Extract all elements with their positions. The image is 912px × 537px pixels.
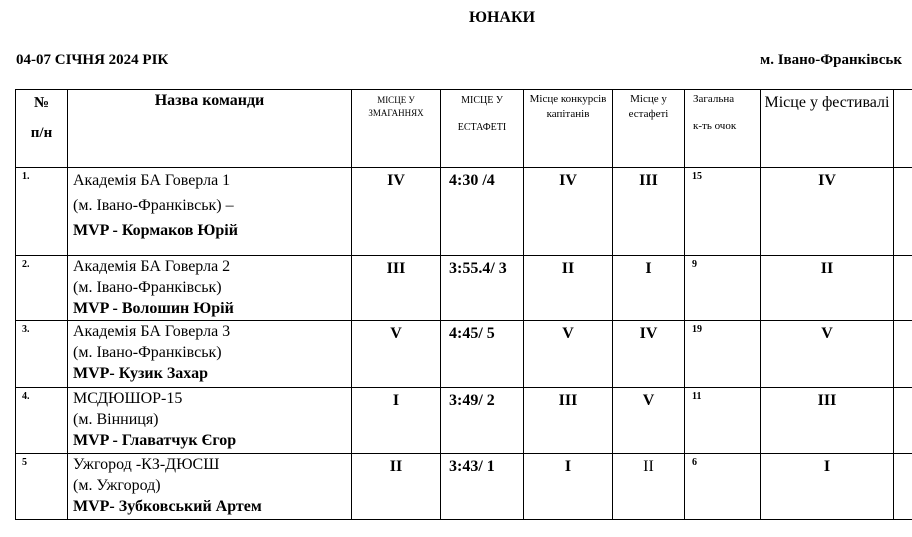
team-name: Академія БА Говерла 2: [73, 258, 231, 275]
competition-place: III: [352, 256, 441, 321]
extra-cell: [894, 321, 912, 388]
captains-place: III: [524, 388, 613, 454]
header-captains-contest: Місце конкурсів капітанів: [524, 90, 613, 168]
header-relay-place: МІСЦЕ У ЕСТАФЕТІ: [441, 90, 524, 168]
captains-place: IV: [524, 168, 613, 256]
relay-result: 3:43/ 1: [441, 454, 524, 520]
captains-place: II: [524, 256, 613, 321]
estafete-place: III: [613, 168, 685, 256]
total-points: 6: [685, 454, 761, 520]
row-number: 3.: [16, 321, 68, 388]
table-row: [16, 256, 912, 321]
total-points: 9: [685, 256, 761, 321]
estafete-place: II: [613, 454, 685, 520]
team-name: Академія БА Говерла 1: [73, 172, 231, 189]
total-points: 19: [685, 321, 761, 388]
extra-cell: [894, 388, 912, 454]
competition-place: I: [352, 388, 441, 454]
team-mvp: MVP - Кормаков Юрій: [73, 222, 238, 239]
table-row: [16, 168, 912, 256]
team-cell: [68, 256, 352, 321]
row-number: 1.: [16, 168, 68, 256]
table-row: [16, 388, 912, 454]
header-number: № п/н: [16, 90, 68, 168]
relay-result: 3:49/ 2: [441, 388, 524, 454]
results-table: [15, 89, 912, 520]
header-extra-column: [894, 90, 912, 168]
page-title: ЮНАКИ: [468, 9, 536, 26]
team-cell: [68, 388, 352, 454]
team-city: (м. Івано-Франківськ): [73, 279, 222, 296]
competition-place: II: [352, 454, 441, 520]
total-points: 15: [685, 168, 761, 256]
team-mvp: MVP - Волошин Юрій: [73, 300, 234, 317]
event-city: м. Івано-Франківськ: [760, 52, 902, 68]
team-city: (м. Івано-Франківськ) –: [73, 197, 234, 214]
festival-place: V: [761, 321, 894, 388]
header-competition-place: МІСЦЕ У ЗМАГАННЯХ: [352, 90, 441, 168]
header-estafete-place: Місце у естафеті: [613, 90, 685, 168]
team-mvp: MVP- Кузик Захар: [73, 365, 208, 382]
table-row: [16, 321, 912, 388]
header-team-name: Назва команди: [68, 90, 352, 168]
team-mvp: MVP - Главатчук Єгор: [73, 432, 237, 449]
team-cell: [68, 321, 352, 388]
team-city: (м. Івано-Франківськ): [73, 344, 222, 361]
competition-place: IV: [352, 168, 441, 256]
total-points: 11: [685, 388, 761, 454]
team-cell: [68, 454, 352, 520]
team-city: (м. Вінниця): [73, 411, 159, 428]
captains-place: V: [524, 321, 613, 388]
relay-result: 4:30 /4: [441, 168, 524, 256]
team-name: МСДЮШОР-15: [73, 390, 183, 407]
relay-result: 3:55.4/ 3: [441, 256, 524, 321]
event-date: 04-07 СІЧНЯ 2024 РІК: [16, 52, 169, 68]
festival-place: IV: [761, 168, 894, 256]
estafete-place: V: [613, 388, 685, 454]
festival-place: II: [761, 256, 894, 321]
competition-place: V: [352, 321, 441, 388]
team-city: (м. Ужгород): [73, 477, 161, 494]
estafete-place: I: [613, 256, 685, 321]
header-festival-place: Місце у фестивалі: [761, 90, 894, 168]
relay-result: 4:45/ 5: [441, 321, 524, 388]
festival-place: III: [761, 388, 894, 454]
extra-cell: [894, 168, 912, 256]
extra-cell: [894, 256, 912, 321]
captains-place: I: [524, 454, 613, 520]
table-row: [16, 454, 912, 520]
estafete-place: IV: [613, 321, 685, 388]
extra-cell: [894, 454, 912, 520]
header-row: [16, 90, 912, 168]
row-number: 2.: [16, 256, 68, 321]
team-mvp: MVP- Зубковський Артем: [73, 498, 262, 515]
team-name: Ужгород -КЗ-ДЮСШ: [73, 456, 220, 473]
header-total-points: Загальна к-ть очок: [685, 90, 761, 168]
row-number: 5: [16, 454, 68, 520]
team-cell: [68, 168, 352, 256]
festival-place: I: [761, 454, 894, 520]
row-number: 4.: [16, 388, 68, 454]
team-name: Академія БА Говерла 3: [73, 323, 231, 340]
